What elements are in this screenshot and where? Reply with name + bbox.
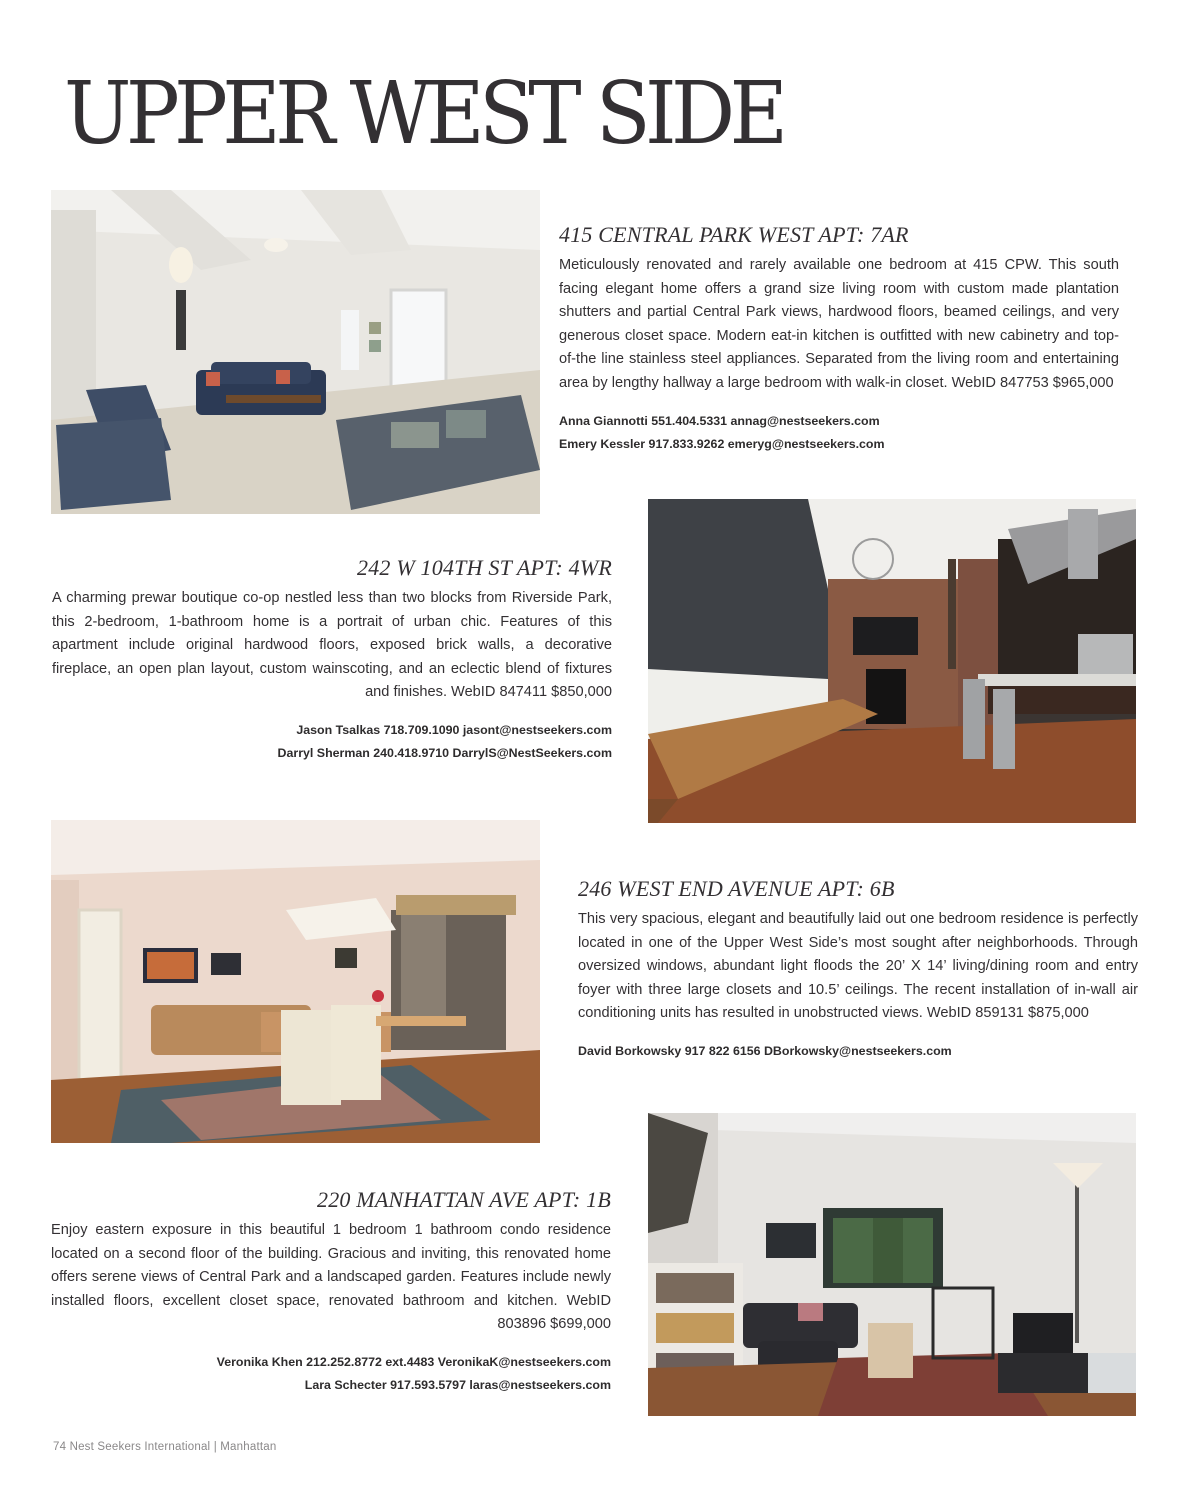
agent-contact: Anna Giannotti 551.404.5331 annag@nestseekers.com [559, 413, 880, 428]
listing-2 [52, 555, 612, 766]
listing-2-agents [52, 719, 612, 766]
page-footer: 74 Nest Seekers International | Manhattan [53, 1441, 277, 1453]
listing-1-agents [559, 410, 1119, 457]
page-title: UPPER WEST SIDE [64, 64, 783, 164]
listing-4 [51, 1187, 611, 1398]
listing-3-photo [51, 820, 540, 1143]
listing-4-agents [51, 1351, 611, 1398]
agent-contact: Darryl Sherman 240.418.9710 DarrylS@NestSeekers.com [277, 746, 612, 761]
agent-contact: Emery Kessler 917.833.9262 emeryg@nestseekers.com [559, 437, 885, 452]
listing-4-photo [648, 1113, 1136, 1416]
listing-1-photo [51, 190, 540, 514]
listing-1-description: Meticulously renovated and rarely available one bedroom at 415 CPW. This south facing elegant home offers a grand size living room with custom made plantation shutters and partial Central Park views, hardwood floors, beamed ceilings, and very generous closet space. Modern eat-in kitchen is outfitted with new cabinetry and top-of-the line stainless steel appliances. Separated from the living room and entertaining area by lengthy hallway a large bedroom with walk-in closet. WebID 847753 $965,000 [559, 257, 1119, 391]
listing-4-address: 220 MANHATTAN AVE APT: 1B [317, 1187, 611, 1212]
agent-contact: Jason Tsalkas 718.709.1090 jasont@nestseekers.com [296, 722, 612, 737]
listing-1 [559, 222, 1119, 457]
listing-1-address: 415 CENTRAL PARK WEST APT: 7AR [559, 222, 909, 247]
listing-3-address: 246 WEST END AVENUE APT: 6B [578, 876, 895, 901]
agent-contact: David Borkowsky 917 822 6156 DBorkowsky@nestseekers.com [578, 1043, 952, 1058]
listing-4-description: Enjoy eastern exposure in this beautiful 1 bedroom 1 bathroom condo residence located on a second floor of the building. Gracious and inviting, this renovated home offers serene views of Central Park and a landscaped garden. Features include newly installed floors, excellent closet space, renovated bathroom and kitchen. WebID 803896 $699,000 [51, 1222, 611, 1333]
listing-2-description: A charming prewar boutique co-op nestled less than two blocks from Riverside Park, this 2-bedroom, 1-bathroom home is a portrait of urban chic. Features of this apartment include original hardwood floors, exposed brick walls, a decorative fireplace, an open plan layout, custom wainscoting, and an eclectic blend of fixtures and finishes. WebID 847411 $850,000 [52, 590, 612, 701]
listing-3-agents [578, 1040, 1138, 1064]
listing-3-description: This very spacious, elegant and beautifully laid out one bedroom residence is perfectly located in one of the Upper West Side’s most sought after neighborhoods. Through oversized windows, abundant light floods the 20’ X 14’ living/dining room and entry foyer with three large closets and 10.5’ ceilings. The recent installation of in-wall air conditioning units has resulted in unobstructed views. WebID 859131 $875,000 [578, 911, 1138, 1022]
agent-contact: Veronika Khen 212.252.8772 ext.4483 VeronikaK@nestseekers.com [216, 1354, 611, 1369]
listing-3 [578, 876, 1138, 1063]
agent-contact: Lara Schecter 917.593.5797 laras@nestseekers.com [304, 1378, 611, 1393]
listing-2-address: 242 W 104TH ST APT: 4WR [357, 555, 612, 580]
listing-2-photo [648, 499, 1136, 823]
